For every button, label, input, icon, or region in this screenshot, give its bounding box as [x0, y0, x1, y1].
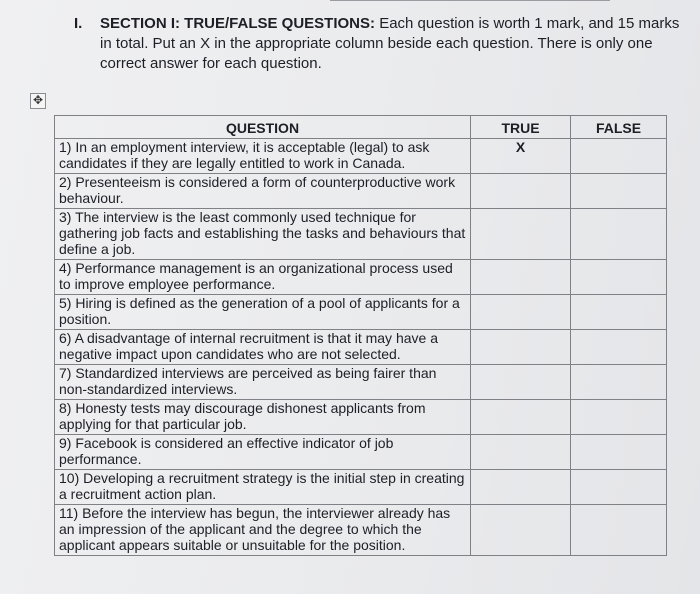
true-answer-cell[interactable] — [471, 435, 571, 470]
false-answer-cell[interactable] — [571, 435, 667, 470]
question-cell: 10) Developing a recruitment strategy is the initial step in creating a recruitment action plan. — [55, 470, 471, 505]
question-cell: 8) Honesty tests may discourage dishonest applicants from applying for that particular job. — [55, 400, 471, 435]
table-row — [55, 435, 667, 470]
false-answer-cell[interactable] — [571, 260, 667, 295]
move-handle-icon[interactable]: ✥ — [30, 93, 46, 109]
table-row — [55, 295, 667, 330]
table-row — [55, 260, 667, 295]
question-cell: 5) Hiring is defined as the generation of a pool of applicants for a position. — [55, 295, 471, 330]
question-cell: 6) A disadvantage of internal recruitment is that it may have a negative impact upon candidates who are not selected. — [55, 330, 471, 365]
false-answer-cell[interactable] — [571, 139, 667, 174]
section-number: I. — [74, 15, 83, 32]
false-column-header: FALSE — [571, 116, 667, 139]
table-row — [55, 400, 667, 435]
true-answer-cell[interactable] — [471, 209, 571, 260]
true-answer-cell[interactable] — [471, 330, 571, 365]
true-answer-cell[interactable] — [471, 505, 571, 556]
true-answer-cell[interactable] — [471, 400, 571, 435]
true-column-header: TRUE — [471, 116, 571, 139]
true-answer-cell[interactable]: X — [471, 139, 571, 174]
true-answer-cell[interactable] — [471, 470, 571, 505]
question-cell: 1) In an employment interview, it is acceptable (legal) to ask candidates if they are legally entitled to work in Canada. — [55, 139, 471, 174]
table-row — [55, 209, 667, 260]
section-instructions: Each question is worth 1 mark, and 15 marks in total. Put an X in the appropriate column beside each question. There is only one correct answer for each question. — [100, 15, 680, 72]
false-answer-cell[interactable] — [571, 470, 667, 505]
table-header-row — [55, 116, 667, 139]
question-cell: 2) Presenteeism is considered a form of counterproductive work behaviour. — [55, 174, 471, 209]
question-cell: 3) The interview is the least commonly used technique for gathering job facts and establishing the tasks and behaviours that define a job. — [55, 209, 471, 260]
question-cell: 11) Before the interview has begun, the interviewer already has an impression of the applicant and the degree to which the applicant appears suitable or unsuitable for the position. — [55, 505, 471, 556]
false-answer-cell[interactable] — [571, 400, 667, 435]
question-cell: 4) Performance management is an organizational process used to improve employee performance. — [55, 260, 471, 295]
false-answer-cell[interactable] — [571, 330, 667, 365]
table-row — [55, 470, 667, 505]
false-answer-cell[interactable] — [571, 209, 667, 260]
true-answer-cell[interactable] — [471, 260, 571, 295]
false-answer-cell[interactable] — [571, 295, 667, 330]
true-answer-cell[interactable] — [471, 365, 571, 400]
table-row — [55, 174, 667, 209]
question-cell: 9) Facebook is considered an effective indicator of job performance. — [55, 435, 471, 470]
table-row — [55, 330, 667, 365]
false-answer-cell[interactable] — [571, 505, 667, 556]
question-column-header: QUESTION — [55, 116, 471, 139]
table-row — [55, 139, 667, 174]
true-answer-cell[interactable] — [471, 174, 571, 209]
true-false-table — [54, 115, 667, 556]
false-answer-cell[interactable] — [571, 174, 667, 209]
section-heading — [100, 14, 680, 74]
question-cell: 7) Standardized interviews are perceived as being fairer than non-standardized interviews. — [55, 365, 471, 400]
table-top-border-fragment — [330, 0, 610, 1]
section-title: SECTION I: TRUE/FALSE QUESTIONS: — [100, 15, 376, 32]
true-answer-cell[interactable] — [471, 295, 571, 330]
table-row — [55, 365, 667, 400]
table-row — [55, 505, 667, 556]
false-answer-cell[interactable] — [571, 365, 667, 400]
